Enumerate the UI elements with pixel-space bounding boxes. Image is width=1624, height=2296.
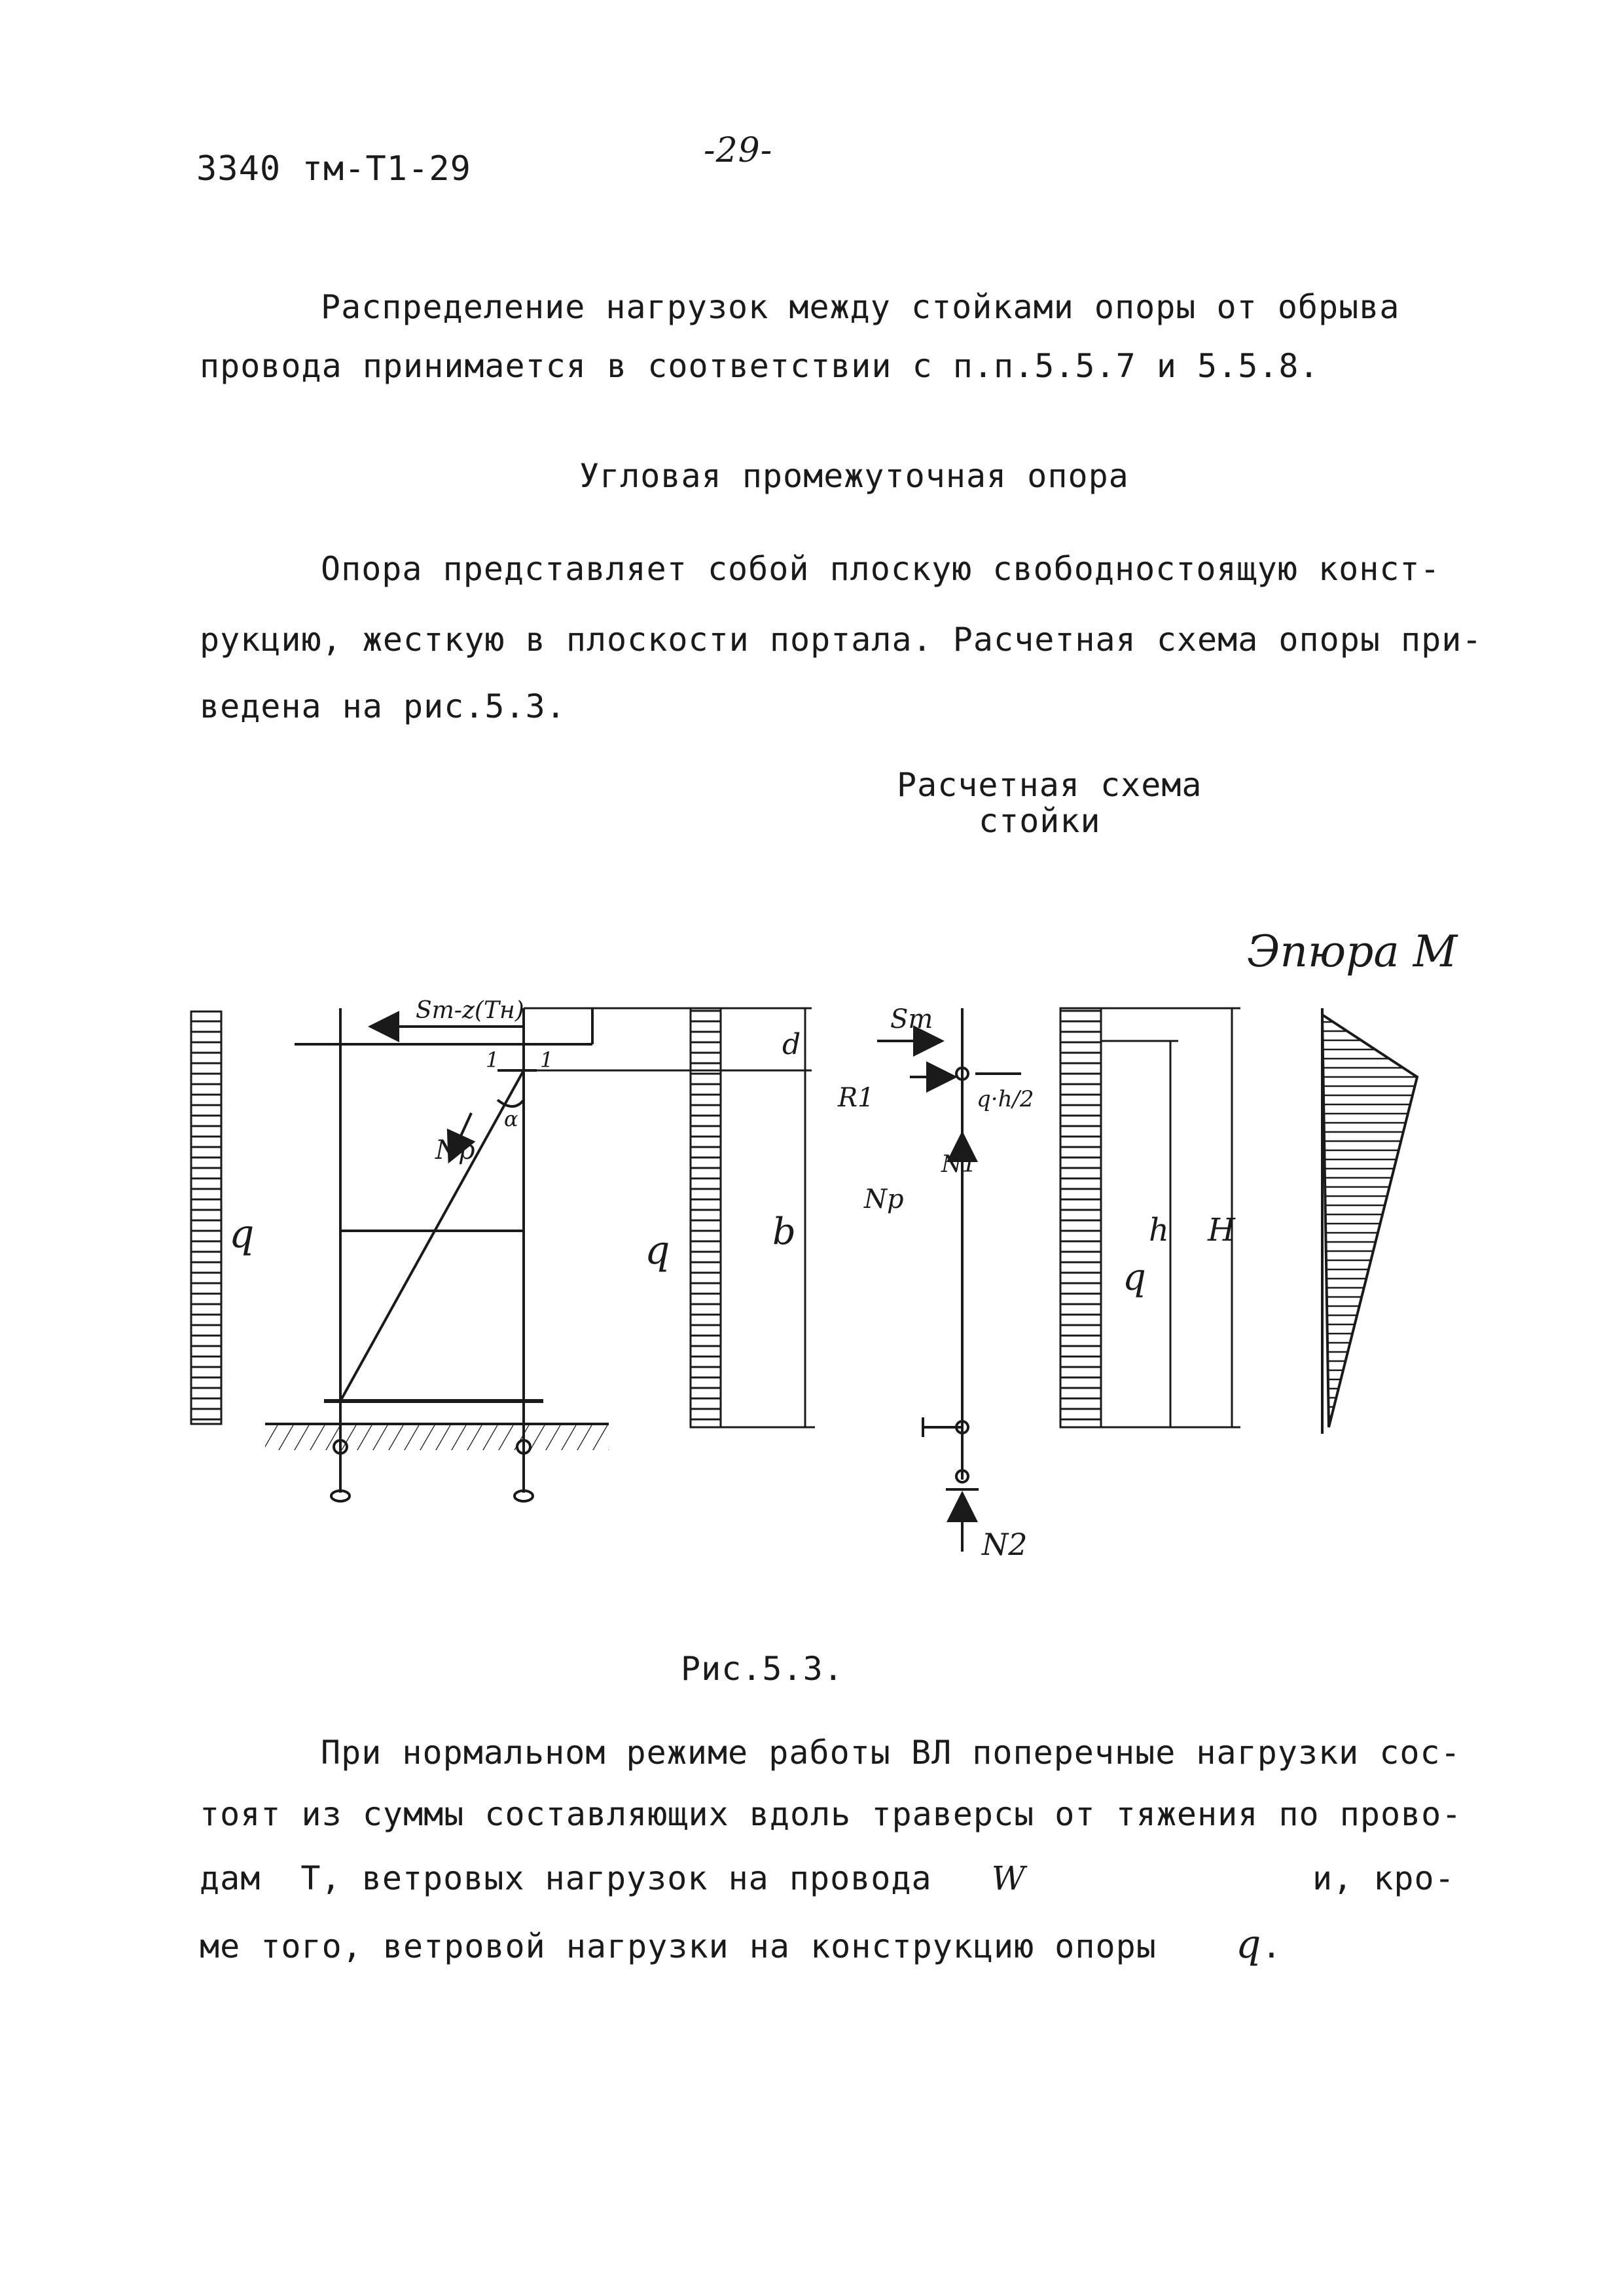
label-q-right: q bbox=[1123, 1256, 1146, 1299]
label-node-1a: 1 bbox=[486, 1048, 499, 1072]
ground-hatch bbox=[265, 1424, 609, 1450]
paragraph-3-line-3 bbox=[200, 1859, 1026, 1897]
label-st-z: Sт-z(Тн) bbox=[416, 997, 524, 1024]
text-period: . bbox=[1261, 1927, 1282, 1965]
text-q: q bbox=[1235, 1922, 1262, 1967]
text-dam: дам bbox=[200, 1859, 261, 1897]
paragraph-1-line-2: провода принимается в соответствии с п.п.5.5.7 и 5.5.8. bbox=[200, 347, 1320, 385]
text-T: Т bbox=[300, 1859, 321, 1897]
epure-title: Эпюра М bbox=[1247, 926, 1458, 977]
text-W: W bbox=[991, 1859, 1026, 1897]
text-structure-wind: ме того, ветровой нагрузки на конструкцию опоры bbox=[200, 1927, 1157, 1965]
section-title: Угловая промежуточная опора bbox=[579, 457, 1129, 495]
label-q-middle: q bbox=[645, 1228, 670, 1273]
label-r1: R1 bbox=[838, 1083, 875, 1113]
schema-title-line-1: Расчетная схема bbox=[897, 766, 1202, 804]
distributed-load-right bbox=[1060, 1008, 1240, 1427]
paragraph-2-line-1: Опора представляет собой плоскую свободностоящую конст- bbox=[321, 550, 1441, 588]
label-alpha: α bbox=[504, 1106, 518, 1131]
label-n1: N1 bbox=[941, 1151, 977, 1178]
text-wind-loads: , ветровых нагрузок на провода bbox=[321, 1859, 932, 1897]
paragraph-3-line-4 bbox=[200, 1922, 1282, 1967]
schema-title-line-2: стойки bbox=[979, 802, 1101, 840]
label-H: H bbox=[1208, 1212, 1235, 1248]
paragraph-2-line-3: ведена на рис.5.3. bbox=[200, 687, 566, 725]
label-h: h bbox=[1149, 1212, 1169, 1248]
label-d: d bbox=[782, 1028, 801, 1061]
label-q-half: q·h/2 bbox=[977, 1086, 1034, 1112]
label-st: Sт bbox=[890, 1004, 933, 1034]
paragraph-3-line-3-end: и, кро- bbox=[1312, 1859, 1455, 1897]
moment-diagram bbox=[1322, 1008, 1417, 1434]
distributed-load-middle bbox=[524, 1008, 815, 1427]
label-np-column: Nр bbox=[864, 1184, 904, 1214]
paragraph-2-line-2: рукцию, жесткую в плоскости портала. Расчетная схема опоры при- bbox=[200, 621, 1483, 659]
label-n2: N2 bbox=[982, 1527, 1028, 1562]
label-q-left: q bbox=[229, 1211, 255, 1257]
paragraph-3-line-1: При нормальном режиме работы ВЛ поперечные нагрузки сос- bbox=[321, 1734, 1461, 1772]
figure-caption: Рис.5.3. bbox=[681, 1650, 844, 1688]
paragraph-1-line-1: Распределение нагрузок между стойками опоры от обрыва bbox=[321, 288, 1400, 326]
page-number: -29- bbox=[704, 131, 773, 170]
paragraph-3-line-2: тоят из суммы составляющих вдоль траверсы от тяжения по прово- bbox=[200, 1795, 1462, 1833]
label-b: b bbox=[772, 1211, 796, 1253]
label-node-1b: 1 bbox=[540, 1048, 554, 1072]
document-code: 3340 тм-Т1-29 bbox=[196, 149, 471, 189]
distributed-load-left bbox=[191, 1011, 254, 1424]
label-np-frame: Nр bbox=[435, 1135, 475, 1165]
